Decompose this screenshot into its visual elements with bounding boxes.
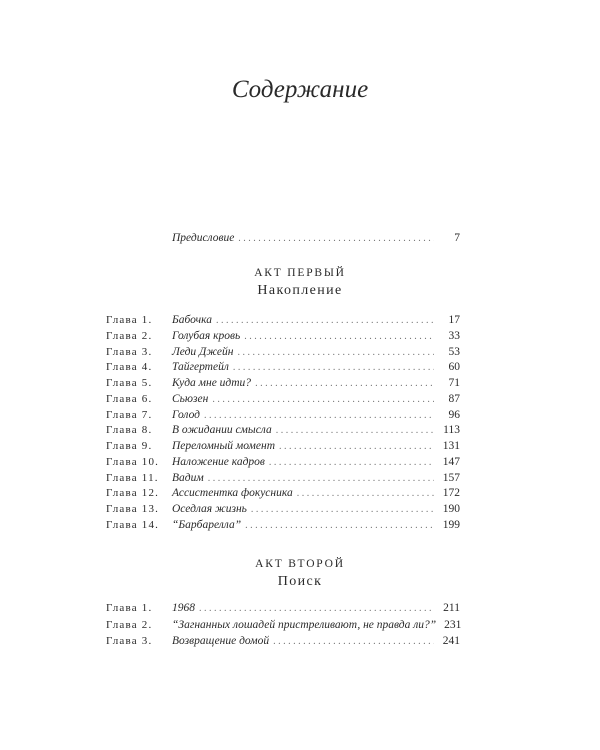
chapter-title: Сьюзен: [172, 392, 209, 405]
toc-entry[interactable]: [172, 422, 460, 438]
dot-leader: [297, 486, 434, 502]
dot-leader: [212, 392, 434, 408]
chapter-label: Глава 1.: [106, 602, 153, 614]
chapter-label: Глава 6.: [106, 392, 153, 405]
toc-entry[interactable]: [172, 501, 460, 517]
toc-entry[interactable]: [172, 407, 460, 423]
dot-leader: [238, 231, 434, 247]
toc-entry[interactable]: [172, 633, 460, 649]
preface-entry[interactable]: [172, 230, 460, 246]
chapter-page-number: 199: [442, 518, 460, 531]
toc-entry[interactable]: [172, 454, 460, 470]
chapter-page-number: 60: [448, 361, 460, 374]
chapter-label: Глава 2.: [106, 618, 153, 631]
chapter-page-number: 172: [442, 487, 460, 500]
chapter-label: Глава 4.: [106, 361, 153, 374]
chapter-label: Глава 3.: [106, 635, 153, 647]
chapter-title: Куда мне идти?: [172, 377, 252, 389]
toc-entry[interactable]: [172, 359, 460, 375]
act-2-name: Поиск: [277, 574, 323, 589]
toc-entry[interactable]: [172, 517, 460, 533]
chapter-title: Бабочка: [172, 314, 212, 326]
act-1-name: Накопление: [257, 283, 343, 298]
chapter-page-number: 17: [448, 314, 460, 326]
chapter-page-number: 231: [444, 618, 462, 631]
chapter-label: Глава 5.: [106, 377, 153, 389]
chapter-title: 1968: [172, 602, 195, 614]
chapter-page-number: 71: [448, 377, 460, 389]
toc-entry[interactable]: [172, 470, 460, 486]
preface-title: Предисловие: [172, 232, 235, 244]
chapter-page-number: 131: [442, 440, 460, 452]
dot-leader: [208, 471, 434, 487]
chapter-page-number: 147: [442, 455, 460, 468]
dot-leader: [245, 518, 434, 534]
chapter-title: Ассистентка фокусника: [172, 487, 293, 500]
toc-entry[interactable]: [172, 328, 460, 344]
chapter-title: Наложение кадров: [172, 455, 265, 468]
chapter-title: Голубая кровь: [172, 329, 241, 342]
chapter-title: Вадим: [172, 471, 204, 484]
dot-leader: [237, 345, 434, 361]
chapter-page-number: 157: [442, 471, 460, 484]
dot-leader: [273, 634, 434, 650]
chapter-page-number: 241: [442, 635, 460, 647]
toc-entry[interactable]: [172, 617, 460, 633]
chapter-page-number: 211: [443, 602, 460, 614]
toc-entry[interactable]: [172, 485, 460, 501]
chapter-page-number: 190: [442, 503, 460, 515]
preface-page-number: 7: [454, 232, 460, 244]
chapter-label: Глава 13.: [106, 503, 160, 515]
chapter-page-number: 53: [448, 345, 460, 358]
dot-leader: [244, 329, 434, 345]
chapter-label: Глава 1.: [106, 314, 153, 326]
chapter-label: Глава 12.: [106, 487, 160, 500]
dot-leader: [255, 376, 434, 392]
chapter-page-number: 87: [448, 392, 460, 405]
toc-entry[interactable]: [172, 375, 460, 391]
act-1-label: АКТ ПЕРВЫЙ: [254, 267, 346, 279]
toc-entry[interactable]: [172, 344, 460, 360]
chapter-label: Глава 9.: [106, 440, 153, 452]
dot-leader: [251, 502, 434, 518]
dot-leader: [204, 408, 434, 424]
dot-leader: [279, 439, 434, 455]
chapter-page-number: 113: [443, 424, 460, 437]
chapter-label: Глава 7.: [106, 408, 153, 421]
chapter-title: Леди Джейн: [172, 345, 234, 358]
page-title: Содержание: [231, 76, 369, 103]
chapter-label: Глава 11.: [106, 471, 159, 484]
dot-leader: [276, 423, 434, 439]
chapter-label: Глава 10.: [106, 455, 160, 468]
chapter-page-number: 33: [448, 329, 460, 342]
chapter-label: Глава 3.: [106, 345, 153, 358]
chapter-title: Переломный момент: [172, 440, 276, 452]
dot-leader: [199, 601, 434, 617]
chapter-title: “Барбарелла”: [172, 518, 242, 531]
chapter-title: “Загнанных лошадей пристреливают, не правда ли?”: [172, 618, 437, 631]
chapter-title: Голод: [172, 408, 200, 421]
dot-leader: [269, 455, 434, 471]
dot-leader: [216, 313, 434, 329]
chapter-title: Оседлая жизнь: [172, 503, 247, 515]
chapter-label: Глава 8.: [106, 424, 153, 437]
toc-entry[interactable]: [172, 312, 460, 328]
toc-entry[interactable]: [172, 600, 460, 616]
dot-leader: [233, 360, 434, 376]
act-2-label: АКТ ВТОРОЙ: [255, 558, 345, 570]
toc-entry[interactable]: [172, 391, 460, 407]
chapter-label: Глава 14.: [106, 518, 160, 531]
toc-entry[interactable]: [172, 438, 460, 454]
chapter-page-number: 96: [448, 408, 460, 421]
chapter-title: Возвращение домой: [172, 635, 270, 647]
chapter-title: Тайгертейл: [172, 361, 229, 374]
chapter-title: В ожидании смысла: [172, 424, 272, 437]
chapter-label: Глава 2.: [106, 329, 153, 342]
